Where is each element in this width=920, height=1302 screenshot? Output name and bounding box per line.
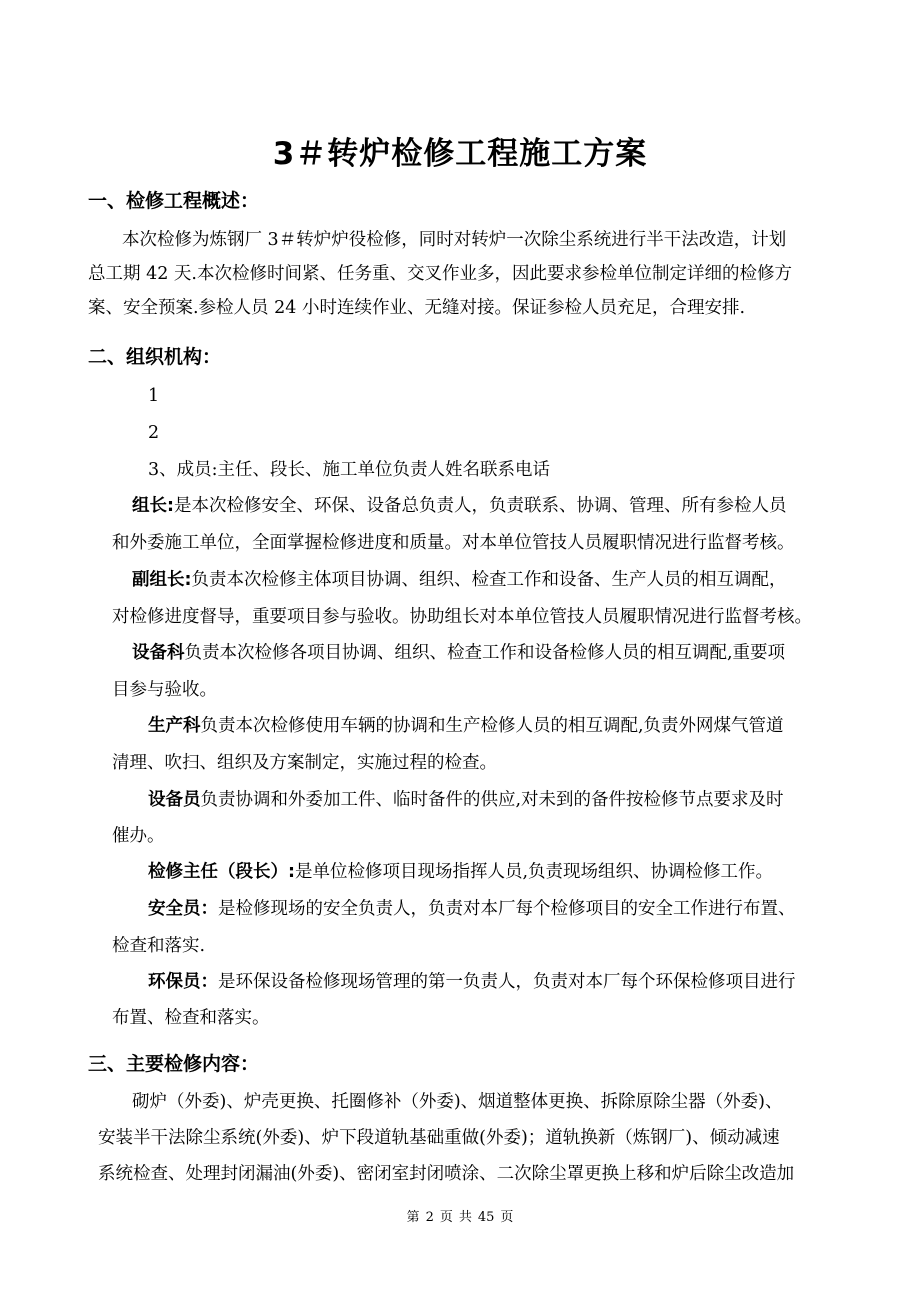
role-deputy-line2: 对检修进度督导，重要项目参与验收。协助组长对本单位管技人员履职情况进行监督考核。 bbox=[112, 607, 812, 627]
role-equipment-officer-line2: 催办。 bbox=[112, 826, 165, 846]
role-production-dept-line1: 生产科负责本次检修使用车辆的协调和生产检修人员的相互调配,负责外网煤气管道 bbox=[148, 716, 784, 736]
page-footer: 第 2 页 共 45 页 bbox=[406, 1210, 514, 1225]
paragraph-line: 本次检修为炼钢厂 3＃转炉炉役检修，同时对转炉一次除尘系统进行半干法改造，计划 bbox=[122, 230, 787, 250]
role-label: 副组长: bbox=[132, 570, 192, 590]
role-label: 生产科 bbox=[148, 716, 201, 736]
role-environment-officer-line1: 环保员：是环保设备检修现场管理的第一负责人，负责对本厂每个环保检修项目进行 bbox=[148, 972, 796, 992]
role-safety-officer-line2: 检查和落实. bbox=[112, 936, 206, 956]
current-page-number: 2 bbox=[425, 1210, 434, 1225]
role-label: 安全员： bbox=[148, 899, 218, 919]
role-production-dept-line2: 清理、吹扫、组织及方案制定，实施过程的检查。 bbox=[112, 753, 497, 773]
section-heading-main-content: 三、主要检修内容： bbox=[88, 1053, 260, 1075]
role-label: 组长: bbox=[132, 496, 174, 516]
role-leader-line2: 和外委施工单位，全面掌握检修进度和质量。对本单位管技人员履职情况进行监督考核。 bbox=[112, 533, 795, 553]
role-equipment-dept-line2: 目参与验收。 bbox=[112, 680, 217, 700]
role-environment-officer-line2: 布置、检查和落实。 bbox=[112, 1008, 270, 1028]
list-item-1: 1 bbox=[148, 386, 160, 406]
role-label: 环保员： bbox=[148, 972, 218, 992]
section-heading-organization: 二、组织机构： bbox=[88, 346, 222, 368]
role-safety-officer-line1: 安全员：是检修现场的安全负责人，负责对本厂每个检修项目的安全工作进行布置、 bbox=[148, 899, 796, 919]
role-label: 设备员 bbox=[148, 790, 201, 810]
paragraph-line: 安装半干法除尘系统(外委)、炉下段道轨基础重做(外委)；道轨换新（炼钢厂)、倾动减速 bbox=[98, 1128, 780, 1148]
role-leader-line1: 组长:是本次检修安全、环保、设备总负责人，负责联系、协调、管理、所有参检人员 bbox=[132, 496, 787, 516]
paragraph-line: 总工期 42 天.本次检修时间紧、任务重、交叉作业多，因此要求参检单位制定详细的检修方 bbox=[88, 264, 792, 284]
list-item-3: 3、成员:主任、段长、施工单位负责人姓名联系电话 bbox=[148, 460, 551, 480]
section-heading-overview: 一、检修工程概述： bbox=[88, 190, 260, 212]
total-page-count: 45 bbox=[477, 1210, 495, 1225]
paragraph-line: 系统检查、处理封闭漏油(外委)、密闭室封闭喷涂、二次除尘罩更换上移和炉后除尘改造加 bbox=[98, 1164, 795, 1184]
role-label: 检修主任（段长）: bbox=[148, 862, 295, 882]
role-label: 设备科 bbox=[132, 643, 185, 663]
paragraph-line: 案、安全预案.参检人员 24 小时连续作业、无缝对接。保证参检人员充足，合理安排. bbox=[88, 298, 746, 318]
role-deputy-line1: 副组长:负责本次检修主体项目协调、组织、检查工作和设备、生产人员的相互调配， bbox=[132, 570, 787, 590]
role-maintenance-director-line1: 检修主任（段长）:是单位检修项目现场指挥人员,负责现场组织、协调检修工作。 bbox=[148, 862, 774, 882]
list-item-2: 2 bbox=[148, 423, 160, 443]
role-equipment-dept-line1: 设备科负责本次检修各项目协调、组织、检查工作和设备检修人员的相互调配,重要项 bbox=[132, 643, 786, 663]
paragraph-line: 砌炉（外委)、炉壳更换、托圈修补（外委)、烟道整体更换、拆除原除尘器（外委)、 bbox=[132, 1092, 783, 1112]
role-equipment-officer-line1: 设备员负责协调和外委加工件、临时备件的供应,对未到的备件按检修节点要求及时 bbox=[148, 790, 784, 810]
document-title: 3＃转炉检修工程施工方案 bbox=[272, 136, 648, 172]
